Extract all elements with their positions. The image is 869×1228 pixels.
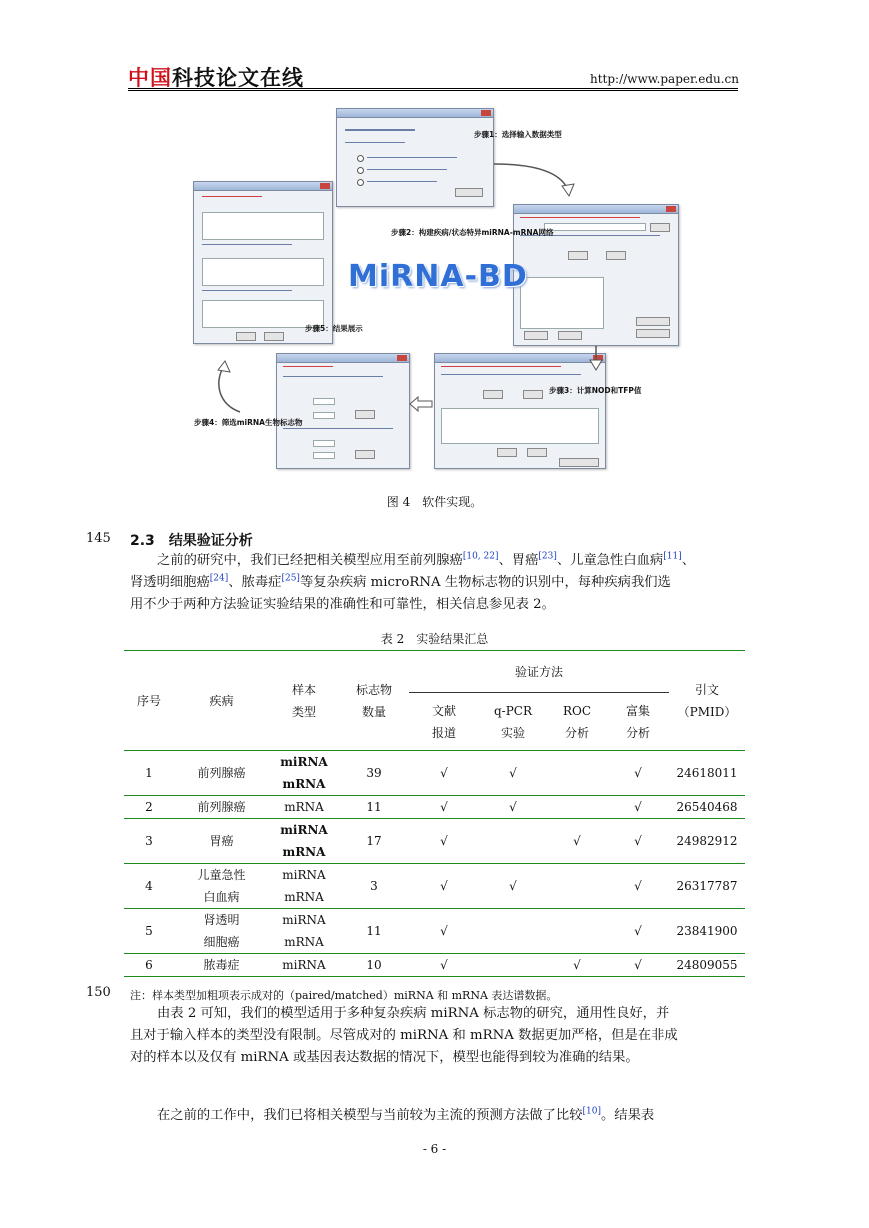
cell-sample-type bbox=[269, 819, 339, 864]
cell-disease-text: 前列腺癌 bbox=[197, 766, 246, 780]
cell-sample-type-text: mRNA bbox=[284, 890, 324, 904]
software-logo: MiRNA-BD bbox=[348, 259, 528, 294]
cell-pmid-text: 24618011 bbox=[676, 766, 738, 780]
cell-roc bbox=[547, 909, 607, 954]
cell-seq bbox=[124, 954, 174, 977]
cell-literature bbox=[409, 864, 479, 909]
cell-enrichment-text: √ bbox=[634, 800, 642, 814]
header-qpcr: q-PCR 实验 bbox=[493, 703, 533, 740]
journal-logo: 中国科技论文在线 bbox=[128, 66, 304, 90]
figure-caption: 图 4 软件实现。 bbox=[386, 495, 483, 509]
line-number-150: 150 bbox=[86, 985, 111, 1000]
paragraph-3: 在之前的工作中，我们已将相关模型与当前较为主流的预测方法做了比较[10]。结果表 bbox=[157, 1106, 655, 1123]
cell-pmid-text: 24982912 bbox=[676, 834, 738, 848]
cell-disease-text: 前列腺癌 bbox=[197, 800, 246, 814]
cell-roc-text: √ bbox=[573, 834, 581, 848]
line-number-145: 145 bbox=[86, 531, 111, 546]
citation: [10] bbox=[582, 1106, 601, 1117]
cell-marker-count-text: 10 bbox=[366, 958, 382, 972]
header-enrich: 富集 分析 bbox=[625, 703, 650, 740]
cell-marker-count-text: 11 bbox=[366, 800, 382, 814]
citation: [10, 22] bbox=[462, 551, 499, 562]
step3-label: 步骤3：计算NOD和TFP值 bbox=[549, 386, 642, 395]
table-caption: 表 2 实验结果汇总 bbox=[380, 632, 489, 646]
header-method: 验证方法 bbox=[409, 651, 669, 693]
cell-literature bbox=[409, 954, 479, 977]
cell-sample-type-text: miRNA bbox=[280, 755, 328, 769]
cell-marker-count bbox=[339, 751, 409, 796]
cell-seq-text: 1 bbox=[145, 766, 153, 780]
cell-marker-count-text: 39 bbox=[366, 766, 382, 780]
cell-sample-type-text: mRNA bbox=[284, 935, 324, 949]
cell-sample-type-text: mRNA bbox=[284, 800, 324, 814]
arrow-step3-to-step4 bbox=[408, 396, 434, 412]
cell-disease bbox=[174, 954, 269, 977]
cell-sample-type bbox=[269, 796, 339, 819]
cell-marker-count bbox=[339, 819, 409, 864]
cell-qpcr bbox=[479, 909, 547, 954]
cell-pmid-text: 26317787 bbox=[676, 879, 738, 893]
cell-seq bbox=[124, 796, 174, 819]
cell-pmid-text: 23841900 bbox=[676, 924, 738, 938]
cell-enrichment bbox=[607, 909, 669, 954]
cell-marker-count-text: 3 bbox=[370, 879, 378, 893]
cell-marker-count-text: 17 bbox=[366, 834, 382, 848]
step5-label: 步骤5：结果展示 bbox=[305, 324, 363, 333]
cell-literature-text: √ bbox=[440, 834, 448, 848]
header-disease: 疾病 bbox=[209, 694, 234, 708]
cell-qpcr-text: √ bbox=[509, 766, 517, 780]
table-row bbox=[124, 796, 745, 819]
table-note: 注：样本类型加粗项表示成对的（paired/matched）miRNA 和 mRNA 表达谱数据。 bbox=[130, 989, 558, 1002]
cell-marker-count bbox=[339, 864, 409, 909]
cell-literature-text: √ bbox=[440, 800, 448, 814]
cell-qpcr bbox=[479, 954, 547, 977]
table-row bbox=[124, 751, 745, 796]
cell-pmid bbox=[669, 954, 745, 977]
header-rule bbox=[128, 88, 738, 89]
cell-enrichment-text: √ bbox=[634, 834, 642, 848]
cell-pmid-text: 26540468 bbox=[676, 800, 738, 814]
cell-enrichment bbox=[607, 796, 669, 819]
cell-disease bbox=[174, 909, 269, 954]
table-body bbox=[124, 751, 745, 977]
table-row bbox=[124, 819, 745, 864]
cell-roc bbox=[547, 954, 607, 977]
cell-roc bbox=[547, 751, 607, 796]
paragraph-2: 由表 2 可知，我们的模型适用于多种复杂疾病 miRNA 标志物的研究，通用性良好，并 且对于输入样本的类型没有限制。尽管成对的 miRNA 和 mRNA 数据更加严格，但是在非成 对的样本以及仅有 miRNA 或基因表达数据的情况下，模型也能得到较为准确的结果。 bbox=[130, 1006, 678, 1065]
header-seq: 序号 bbox=[136, 694, 161, 708]
cell-sample-type bbox=[269, 954, 339, 977]
header-url: http://www.paper.edu.cn bbox=[589, 72, 739, 86]
cell-pmid bbox=[669, 819, 745, 864]
cell-sample-type-text: miRNA bbox=[280, 823, 328, 837]
cell-literature-text: √ bbox=[440, 766, 448, 780]
cell-marker-count bbox=[339, 954, 409, 977]
cell-qpcr bbox=[479, 864, 547, 909]
arrow-step2-to-step3 bbox=[576, 344, 616, 374]
section-heading: 2.3 结果验证分析 bbox=[130, 533, 253, 549]
cell-disease-text: 脓毒症 bbox=[203, 958, 240, 972]
cell-pmid bbox=[669, 909, 745, 954]
window-results bbox=[193, 181, 333, 344]
cell-pmid bbox=[669, 796, 745, 819]
citation: [25] bbox=[281, 573, 300, 584]
cell-seq-text: 4 bbox=[145, 879, 153, 893]
table-row bbox=[124, 954, 745, 977]
cell-disease bbox=[174, 751, 269, 796]
cell-literature-text: √ bbox=[440, 879, 448, 893]
cell-disease-text: 儿童急性 bbox=[197, 868, 246, 882]
cell-seq bbox=[124, 864, 174, 909]
cell-seq-text: 5 bbox=[145, 924, 153, 938]
cell-enrichment-text: √ bbox=[634, 924, 642, 938]
header-sample: 样本 类型 bbox=[291, 682, 316, 719]
cell-seq bbox=[124, 819, 174, 864]
table-row bbox=[124, 909, 745, 954]
cell-qpcr-text: √ bbox=[509, 879, 517, 893]
cell-literature-text: √ bbox=[440, 958, 448, 972]
cell-enrichment bbox=[607, 819, 669, 864]
cell-marker-count-text: 11 bbox=[366, 924, 382, 938]
arrow-step1-to-step2 bbox=[490, 156, 580, 200]
cell-literature bbox=[409, 751, 479, 796]
cell-pmid bbox=[669, 864, 745, 909]
cell-sample-type-text: mRNA bbox=[282, 845, 326, 859]
cell-qpcr bbox=[479, 796, 547, 819]
cell-seq bbox=[124, 751, 174, 796]
cell-enrichment-text: √ bbox=[634, 766, 642, 780]
cell-sample-type-text: miRNA bbox=[282, 958, 326, 972]
header-roc: ROC 分析 bbox=[562, 703, 592, 740]
step4-label: 步骤4：筛选miRNA生物标志物 bbox=[194, 418, 303, 427]
paragraph-1: 之前的研究中，我们已经把相关模型应用至前列腺癌[10, 22]、胃癌[23]、儿童急性白血病[11]、 肾透明细胞癌[24]、脓毒症[25]等复杂疾病 microRNA 生物标志物的识别中，每种疾病我们选 用不少于两种方法验证实验结果的准确性和可靠性，相关信息参见表 2。 bbox=[130, 551, 696, 612]
cell-pmid bbox=[669, 751, 745, 796]
step2-label: 步骤2：构建疾病/状态特异miRNA-mRNA网络 bbox=[391, 228, 554, 237]
cell-seq-text: 6 bbox=[145, 958, 153, 972]
cell-enrichment-text: √ bbox=[634, 879, 642, 893]
window-network bbox=[513, 204, 679, 346]
cell-enrichment bbox=[607, 954, 669, 977]
cell-sample-type-text: mRNA bbox=[282, 777, 326, 791]
window-input-type bbox=[336, 108, 494, 207]
cell-enrichment bbox=[607, 751, 669, 796]
cell-sample-type-text: miRNA bbox=[282, 913, 326, 927]
cell-sample-type bbox=[269, 909, 339, 954]
cell-enrichment-text: √ bbox=[634, 958, 642, 972]
cell-disease-text: 肾透明 bbox=[203, 913, 240, 927]
page-number: - 6 - bbox=[422, 1142, 447, 1156]
header-rule-2 bbox=[128, 90, 738, 91]
cell-disease-text: 细胞癌 bbox=[203, 935, 240, 949]
cell-roc bbox=[547, 819, 607, 864]
cell-sample-type bbox=[269, 864, 339, 909]
results-table bbox=[124, 650, 745, 977]
cell-pmid-text: 24809055 bbox=[676, 958, 738, 972]
citation: [24] bbox=[209, 573, 229, 584]
cell-sample-type-text: miRNA bbox=[282, 868, 326, 882]
cell-roc bbox=[547, 796, 607, 819]
cell-roc bbox=[547, 864, 607, 909]
cell-marker-count bbox=[339, 909, 409, 954]
header-lit: 文献 报道 bbox=[431, 703, 456, 740]
table-row bbox=[124, 864, 745, 909]
window-biomarker-filter bbox=[276, 353, 410, 469]
cell-enrichment bbox=[607, 864, 669, 909]
cell-disease bbox=[174, 819, 269, 864]
cell-literature bbox=[409, 909, 479, 954]
cell-sample-type bbox=[269, 751, 339, 796]
cell-disease bbox=[174, 796, 269, 819]
cell-roc-text: √ bbox=[573, 958, 581, 972]
figure-software-workflow bbox=[190, 108, 680, 470]
cell-literature bbox=[409, 796, 479, 819]
cell-disease-text: 胃癌 bbox=[209, 834, 234, 848]
cell-qpcr bbox=[479, 819, 547, 864]
cell-qpcr bbox=[479, 751, 547, 796]
cell-literature-text: √ bbox=[440, 924, 448, 938]
citation: [11] bbox=[663, 551, 682, 562]
step1-label: 步骤1：选择输入数据类型 bbox=[474, 130, 562, 139]
cell-qpcr-text: √ bbox=[509, 800, 517, 814]
header-marker: 标志物 数量 bbox=[355, 682, 392, 719]
header-ref: 引文 （PMID） bbox=[677, 682, 737, 719]
arrow-step4-to-step5 bbox=[206, 360, 246, 416]
cell-disease bbox=[174, 864, 269, 909]
cell-seq bbox=[124, 909, 174, 954]
cell-literature bbox=[409, 819, 479, 864]
cell-seq-text: 3 bbox=[145, 834, 153, 848]
cell-seq-text: 2 bbox=[145, 800, 153, 814]
cell-disease-text: 白血病 bbox=[203, 890, 240, 904]
citation: [23] bbox=[538, 551, 557, 562]
cell-marker-count bbox=[339, 796, 409, 819]
